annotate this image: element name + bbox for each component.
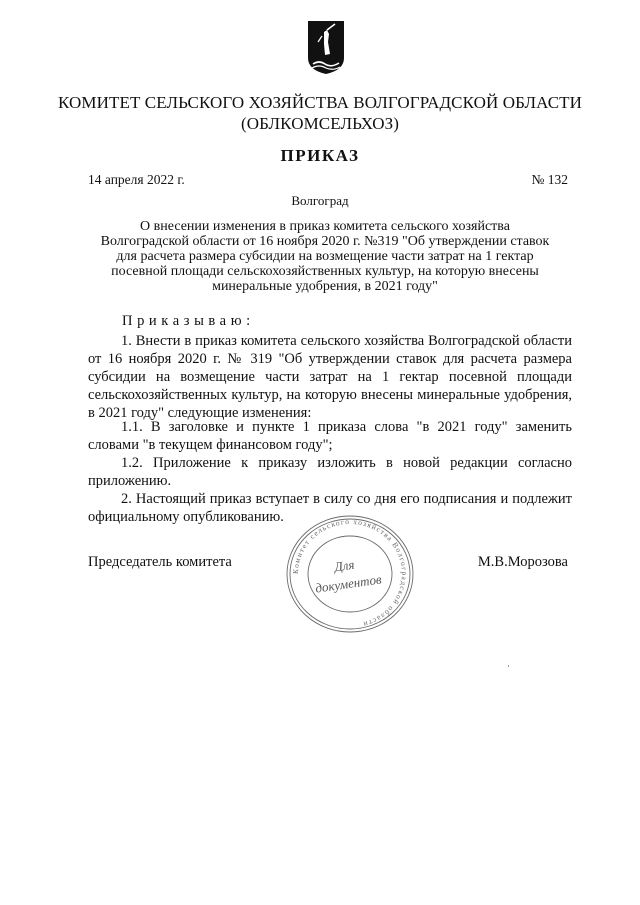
organization-name <box>0 92 640 134</box>
stamp-center-line2: документов <box>314 571 383 596</box>
document-number: № 132 <box>531 172 568 187</box>
clause-1: 1. Внести в приказ комитета сельского хозяйства Волгоградской области от 16 ноября 2020 г. № 319 "Об утверждении ставок для расчета размера субсидии на возмещение части затрат на 1 гектар посевной площади сельскохозяйственных культур, на которую внесены минеральные удобрения, в 2021 году" следующие изменения: <box>88 333 572 421</box>
subject-line: Волгоградской области от 16 ноября 2020 г. №319 "Об утверждении ставок <box>100 234 550 249</box>
subject-line: О внесении изменения в приказ комитета сельского хозяйства <box>140 219 510 234</box>
organization-name-line2: (ОБЛКОМСЕЛЬХОЗ) <box>240 114 400 133</box>
document-city: Волгоград <box>291 193 349 208</box>
document-type-title: ПРИКАЗ <box>280 146 360 165</box>
scan-speck <box>508 665 509 667</box>
clause-1-2: 1.2. Приложение к приказу изложить в новой редакции согласно приложению. <box>88 455 572 489</box>
clause-1-1: 1.1. В заголовке и пункте 1 приказа слова "в 2021 году" заменить словами "в текущем финансовом году"; <box>88 419 572 453</box>
signatory-title: Председатель комитета <box>88 554 232 570</box>
subject-line: для расчета размера субсидии на возмещение части затрат на 1 гектар <box>116 249 534 264</box>
official-stamp <box>283 512 417 636</box>
signatory-name: М.В.Морозова <box>477 554 568 570</box>
order-directive: Приказываю: <box>122 313 255 329</box>
stamp-ring-text: Комитет сельского хозяйства Волгоградской области <box>290 516 410 630</box>
clause-2: 2. Настоящий приказ вступает в силу со дня его подписания и подлежит официальному опубликованию. <box>88 491 572 525</box>
document-subject <box>70 219 580 294</box>
subject-line: посевной площади сельскохозяйственных культур, на которую внесены <box>111 264 539 279</box>
coat-of-arms-icon <box>305 18 347 76</box>
stamp-center-line1: Для <box>333 556 356 575</box>
document-date: 14 апреля 2022 г. <box>88 172 185 187</box>
subject-line: минеральные удобрения, в 2021 году" <box>212 279 438 294</box>
organization-name-line1: КОМИТЕТ СЕЛЬСКОГО ХОЗЯЙСТВА ВОЛГОГРАДСКОЙ ОБЛАСТИ <box>57 93 582 112</box>
